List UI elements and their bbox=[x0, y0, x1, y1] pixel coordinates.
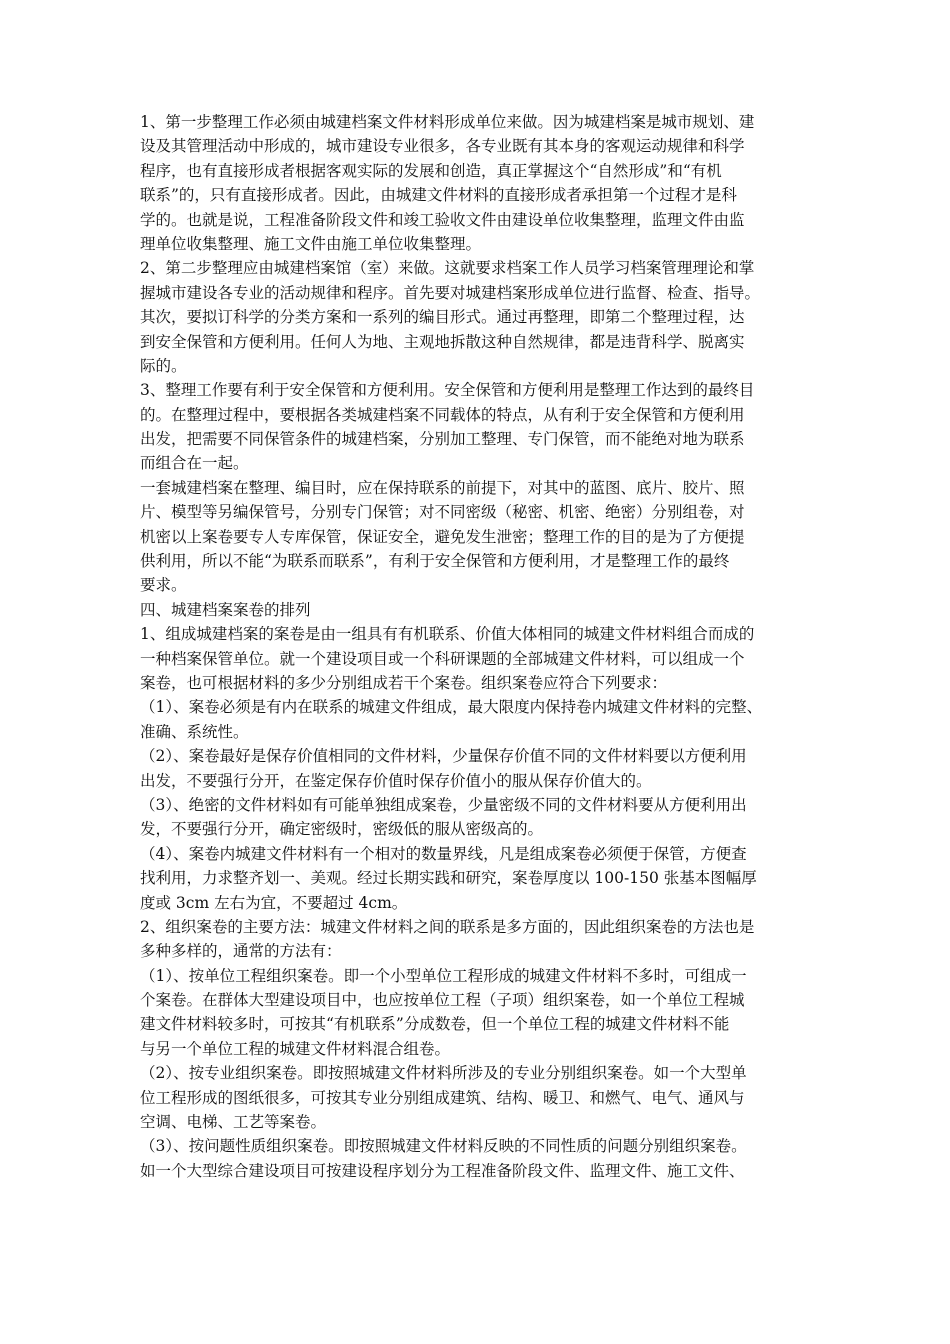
body-text-line: 3、整理工作要有利于安全保管和方便利用。安全保管和方便利用是整理工作达到的最终目 bbox=[140, 381, 755, 400]
body-text-line: 度或 3cm 左右为宜，不要超过 4cm。 bbox=[140, 893, 408, 912]
body-text-line: （1）、按单位工程组织案卷。即一个小型单位工程形成的城建文件材料不多时，可组成一 bbox=[140, 966, 747, 985]
document-body bbox=[140, 110, 840, 1183]
body-text-line: 片、模型等另编保管号，分别专门保管；对不同密级（秘密、机密、绝密）分别组卷，对 bbox=[140, 503, 745, 522]
body-text-line: 2、组织案卷的主要方法：城建文件材料之间的联系是多方面的，因此组织案卷的方法也是 bbox=[140, 917, 755, 936]
body-text-line: 际的。 bbox=[140, 356, 187, 375]
body-text-line: 要求。 bbox=[140, 576, 187, 595]
body-text-line: （2）、按专业组织案卷。即按照城建文件材料所涉及的专业分别组织案卷。如一个大型单 bbox=[140, 1064, 747, 1083]
body-text-line: 到安全保管和方便利用。任何人为地、主观地拆散这种自然规律，都是违背科学、脱离实 bbox=[140, 332, 745, 351]
body-text-line: 如一个大型综合建设项目可按建设程序划分为工程准备阶段文件、监理文件、施工文件、 bbox=[140, 1161, 745, 1180]
body-text-line: （3）、绝密的文件材料如有可能单独组成案卷，少量密级不同的文件材料要从方便利用出 bbox=[140, 795, 747, 814]
body-text-line: 程序，也有直接形成者根据客观实际的发展和创造，真正掌握这个“自然形成”和“有机 bbox=[140, 161, 722, 180]
body-text-line: （1）、案卷必须是有内在联系的城建文件组成，最大限度内保持卷内城建文件材料的完整、 bbox=[140, 698, 763, 717]
body-text-line: 四、城建档案案卷的排列 bbox=[140, 600, 311, 619]
body-text-line: 1、第一步整理工作必须由城建档案文件材料形成单位来做。因为城建档案是城市规划、建 bbox=[140, 113, 755, 131]
body-text-line: 个案卷。在群体大型建设项目中，也应按单位工程（子项）组织案卷，如一个单位工程城 bbox=[140, 991, 745, 1010]
body-text-line: 准确、系统性。 bbox=[140, 722, 249, 741]
body-text-line: 1、组成城建档案的案卷是由一组具有有机联系、价值大体相同的城建文件材料组合而成的 bbox=[140, 625, 755, 644]
body-text-line: 供利用，所以不能“为联系而联系”，有利于安全保管和方便利用，才是整理工作的最终 bbox=[140, 552, 730, 571]
body-text-line: 联系”的，只有直接形成者。因此，由城建文件材料的直接形成者承担第一个过程才是科 bbox=[140, 186, 737, 205]
body-text-line: 设及其管理活动中形成的，城市建设专业很多，各专业既有其本身的客观运动规律和科学 bbox=[140, 137, 745, 156]
body-text-line: （2）、案卷最好是保存价值相同的文件材料，少量保存价值不同的文件材料要以方便利用 bbox=[140, 747, 747, 766]
body-text-line: 案卷，也可根据材料的多少分别组成若干个案卷。组织案卷应符合下列要求： bbox=[140, 673, 668, 692]
body-text-line: 2、第二步整理应由城建档案馆（室）来做。这就要求档案工作人员学习档案管理理论和掌 bbox=[140, 259, 755, 278]
body-text-line: 一种档案保管单位。就一个建设项目或一个科研课题的全部城建文件材料，可以组成一个 bbox=[140, 649, 745, 668]
body-text-line: （4）、案卷内城建文件材料有一个相对的数量界线，凡是组成案卷必须便于保管，方便查 bbox=[140, 844, 747, 863]
body-text-line: 出发，把需要不同保管条件的城建档案，分别加工整理、专门保管，而不能绝对地为联系 bbox=[140, 430, 745, 449]
body-text-line: 理单位收集整理、施工文件由施工单位收集整理。 bbox=[140, 234, 482, 253]
body-text-line: 多种多样的，通常的方法有： bbox=[140, 942, 342, 961]
body-text-line: （3）、按问题性质组织案卷。即按照城建文件材料反映的不同性质的问题分别组织案卷。 bbox=[140, 1137, 747, 1156]
body-text-line: 的。在整理过程中，要根据各类城建档案不同载体的特点，从有利于安全保管和方便利用 bbox=[140, 405, 745, 424]
body-text-line: 而组合在一起。 bbox=[140, 454, 249, 473]
body-text-line: 与另一个单位工程的城建文件材料混合组卷。 bbox=[140, 1039, 451, 1058]
body-text-line: 空调、电梯、工艺等案卷。 bbox=[140, 1113, 327, 1132]
body-text-line: 位工程形成的图纸很多，可按其专业分别组成建筑、结构、暖卫、和燃气、电气、通风与 bbox=[140, 1088, 745, 1107]
body-text-line: 学的。也就是说，工程准备阶段文件和竣工验收文件由建设单位收集整理，监理文件由监 bbox=[140, 210, 745, 229]
body-text-line: 找利用，力求整齐划一、美观。经过长期实践和研究，案卷厚度以 100-150 张基本图幅厚 bbox=[140, 869, 757, 888]
body-text-line: 握城市建设各专业的活动规律和程序。首先要对城建档案形成单位进行监督、检查、指导。 bbox=[140, 283, 761, 302]
body-text-line: 一套城建档案在整理、编目时，应在保持联系的前提下，对其中的蓝图、底片、胶片、照 bbox=[140, 478, 745, 497]
body-text-line: 其次，要拟订科学的分类方案和一系列的编目形式。通过再整理，即第二个整理过程，达 bbox=[140, 308, 745, 327]
body-text-line: 机密以上案卷要专人专库保管，保证安全，避免发生泄密；整理工作的目的是为了方便提 bbox=[140, 527, 745, 546]
body-text-line: 出发，不要强行分开，在鉴定保存价值时保存价值小的服从保存价值大的。 bbox=[140, 771, 652, 790]
body-text-line: 发，不要强行分开，确定密级时，密级低的服从密级高的。 bbox=[140, 820, 544, 839]
body-text-line: 建文件材料较多时，可按其“有机联系”分成数卷，但一个单位工程的城建文件材料不能 bbox=[140, 1015, 730, 1034]
